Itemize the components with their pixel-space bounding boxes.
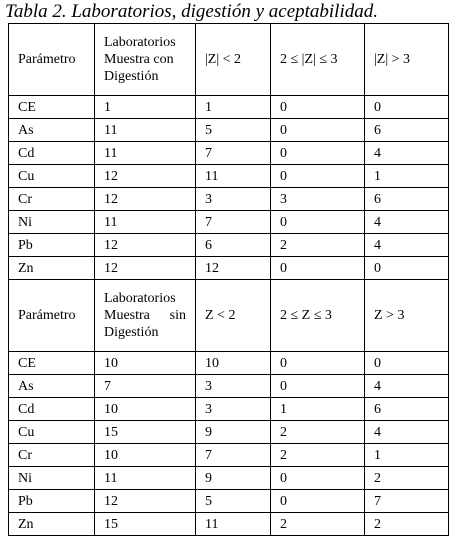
table-cell: 10	[196, 352, 271, 375]
table-cell: 9	[196, 467, 271, 490]
header-z-gt-3: |Z| > 3	[365, 24, 449, 96]
table-row	[9, 513, 449, 536]
table-cell: 6	[196, 234, 271, 257]
table-cell: 3	[271, 188, 365, 211]
table-cell: 7	[196, 142, 271, 165]
table-cell: As	[9, 119, 95, 142]
header-labs: Laboratorios Muestra sin Digestión	[95, 280, 196, 352]
table-cell: 12	[95, 257, 196, 280]
table-cell: 4	[365, 234, 449, 257]
table-cell: Cr	[9, 188, 95, 211]
header-labs: Laboratorios Muestra con Digestión	[95, 24, 196, 96]
table-row	[9, 490, 449, 513]
table-cell: 2	[271, 234, 365, 257]
table-cell: 1	[365, 444, 449, 467]
table-cell: 0	[365, 352, 449, 375]
table-cell: 11	[95, 142, 196, 165]
rows-without-digestion	[9, 352, 449, 536]
table-cell: 6	[365, 398, 449, 421]
table-cell: 7	[196, 211, 271, 234]
table-cell: 10	[95, 444, 196, 467]
table-cell: 2	[365, 467, 449, 490]
table-cell: 1	[95, 96, 196, 119]
table-row	[9, 165, 449, 188]
table-cell: 4	[365, 375, 449, 398]
table-cell: 0	[271, 142, 365, 165]
table-cell: Cd	[9, 142, 95, 165]
table-row	[9, 234, 449, 257]
table-cell: 12	[196, 257, 271, 280]
table-row	[9, 421, 449, 444]
table-cell: 11	[95, 119, 196, 142]
table-cell: 0	[271, 490, 365, 513]
table-cell: 4	[365, 211, 449, 234]
section-without-digestion	[9, 280, 449, 352]
table-row	[9, 398, 449, 421]
table-cell: Cd	[9, 398, 95, 421]
table-caption: Tabla 2. Laboratorios, digestión y aceptabilidad.	[5, 1, 378, 22]
table-cell: 11	[196, 165, 271, 188]
header-param: Parámetro	[9, 280, 95, 352]
table-row	[9, 375, 449, 398]
table-cell: 5	[196, 119, 271, 142]
header-z-between: 2 ≤ Z ≤ 3	[271, 280, 365, 352]
table-row	[9, 211, 449, 234]
header-row-without-digestion	[9, 280, 449, 352]
table-cell: As	[9, 375, 95, 398]
table-cell: Pb	[9, 234, 95, 257]
table-cell: Cu	[9, 165, 95, 188]
table-cell: 10	[95, 398, 196, 421]
table-cell: 0	[365, 96, 449, 119]
table-cell: 4	[365, 421, 449, 444]
table-cell: 5	[196, 490, 271, 513]
rows-with-digestion	[9, 96, 449, 280]
table-cell: 15	[95, 513, 196, 536]
table-cell: 2	[365, 513, 449, 536]
table-cell: 12	[95, 165, 196, 188]
table-cell: Zn	[9, 257, 95, 280]
table-cell: 0	[271, 257, 365, 280]
table-cell: 1	[196, 96, 271, 119]
section-with-digestion	[9, 24, 449, 96]
results-table	[8, 23, 449, 536]
header-z-gt-3: Z > 3	[365, 280, 449, 352]
table-cell: 9	[196, 421, 271, 444]
table-row	[9, 119, 449, 142]
table-cell: 4	[365, 142, 449, 165]
table-cell: 12	[95, 234, 196, 257]
table-cell: 0	[271, 211, 365, 234]
table-cell: 0	[271, 119, 365, 142]
table-row	[9, 444, 449, 467]
table-cell: Zn	[9, 513, 95, 536]
table-cell: Cu	[9, 421, 95, 444]
header-z-lt-2: |Z| < 2	[196, 24, 271, 96]
table-cell: 0	[271, 375, 365, 398]
table-row	[9, 257, 449, 280]
table-cell: 2	[271, 421, 365, 444]
table-cell: 6	[365, 119, 449, 142]
table-cell: 7	[365, 490, 449, 513]
table-cell: 3	[196, 375, 271, 398]
table-cell: Ni	[9, 211, 95, 234]
header-row-with-digestion	[9, 24, 449, 96]
table-cell: 11	[95, 211, 196, 234]
table-cell: 11	[95, 467, 196, 490]
header-z-lt-2: Z < 2	[196, 280, 271, 352]
table-cell: 7	[95, 375, 196, 398]
table-cell: 3	[196, 188, 271, 211]
table-cell: 12	[95, 490, 196, 513]
table-cell: 11	[196, 513, 271, 536]
table-row	[9, 352, 449, 375]
table-cell: 2	[271, 444, 365, 467]
table-cell: CE	[9, 96, 95, 119]
table-cell: 1	[271, 398, 365, 421]
header-z-between: 2 ≤ |Z| ≤ 3	[271, 24, 365, 96]
table-row	[9, 96, 449, 119]
table-row	[9, 188, 449, 211]
table-cell: 0	[271, 352, 365, 375]
table-cell: 0	[271, 96, 365, 119]
table-row	[9, 142, 449, 165]
table-cell: 10	[95, 352, 196, 375]
header-param: Parámetro	[9, 24, 95, 96]
table-cell: 0	[271, 165, 365, 188]
table-cell: 7	[196, 444, 271, 467]
table-row	[9, 467, 449, 490]
table-cell: 0	[365, 257, 449, 280]
table-cell: 1	[365, 165, 449, 188]
table-cell: Ni	[9, 467, 95, 490]
table-cell: CE	[9, 352, 95, 375]
table-cell: 12	[95, 188, 196, 211]
table-cell: 6	[365, 188, 449, 211]
table-cell: 15	[95, 421, 196, 444]
table-cell: 0	[271, 467, 365, 490]
table-cell: 3	[196, 398, 271, 421]
table-cell: Pb	[9, 490, 95, 513]
table-cell: 2	[271, 513, 365, 536]
table-cell: Cr	[9, 444, 95, 467]
